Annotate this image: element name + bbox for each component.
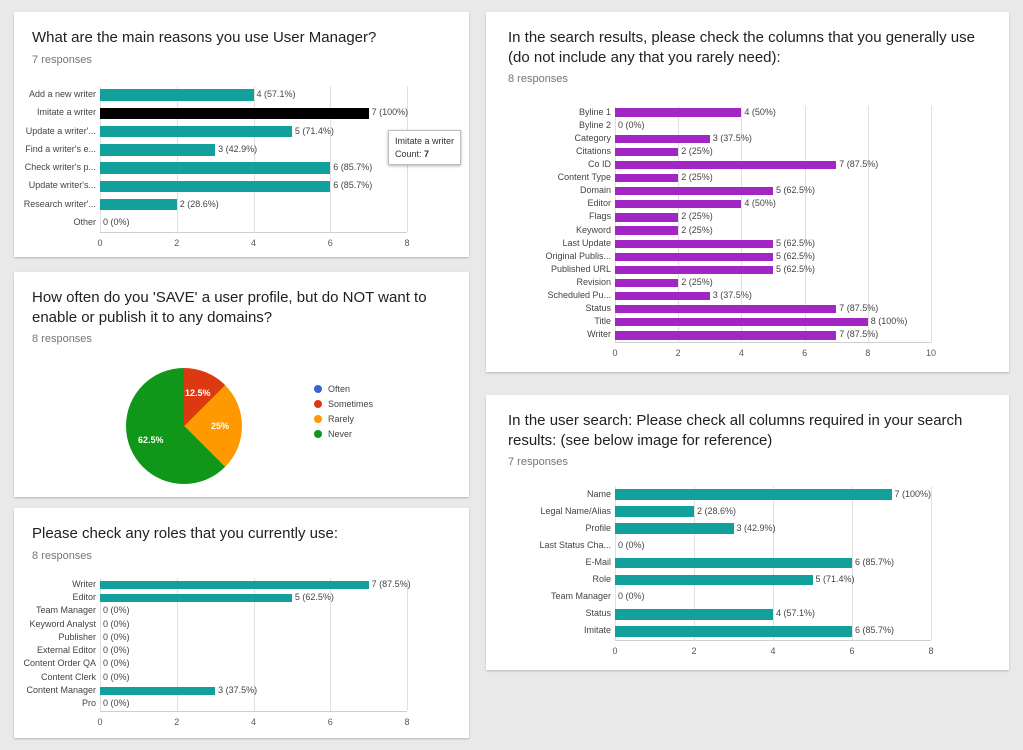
category-label: Content Type (557, 173, 611, 183)
bar-value-label: 5 (62.5%) (776, 185, 816, 196)
category-label: Role (592, 575, 611, 585)
bar-value-label: 5 (62.5%) (776, 237, 816, 248)
bar-value-label: 0 (0%) (103, 631, 130, 642)
bar-value-label: 5 (71.4%) (294, 125, 334, 136)
chart-card-reasons (14, 12, 469, 257)
category-label: Status (585, 609, 611, 619)
category-label: Writer (587, 330, 611, 340)
category-label: Byline 1 (578, 107, 611, 117)
chart-bar[interactable] (615, 174, 678, 182)
chart-bar[interactable] (100, 89, 254, 100)
chart-bar[interactable] (615, 279, 678, 287)
x-axis-tick-label: 8 (928, 646, 934, 656)
chart-bar[interactable] (615, 523, 734, 534)
category-label: Original Publis... (545, 251, 611, 261)
bar-value-label: 5 (62.5%) (294, 591, 334, 602)
x-axis-tick-label: 8 (404, 717, 410, 727)
category-label: Category (574, 133, 611, 143)
chart-bar[interactable] (615, 558, 852, 569)
bar-value-label: 0 (0%) (103, 618, 130, 629)
bar-value-label: 0 (0%) (103, 658, 130, 669)
category-label: Writer (72, 579, 96, 589)
x-axis-tick-label: 4 (250, 238, 257, 248)
category-label: External Editor (36, 646, 96, 656)
bar-value-label: 2 (25%) (681, 211, 713, 222)
chart-bar[interactable] (100, 687, 215, 695)
category-label: Team Manager (550, 592, 611, 602)
category-label: Legal Name/Alias (540, 506, 611, 516)
chart-bar[interactable] (615, 135, 710, 143)
bar-value-label: 7 (87.5%) (371, 578, 411, 589)
category-label: Publisher (58, 632, 96, 642)
tooltip-count-label: Count: (395, 148, 422, 159)
category-label: Imitate a writer (36, 108, 96, 118)
category-label: Add a new writer (28, 90, 96, 100)
bar-value-label: 5 (62.5%) (776, 263, 816, 274)
chart-bar[interactable] (615, 213, 678, 221)
page-title: What are the main reasons you use User Manager? (32, 29, 377, 46)
category-label: Keyword Analyst (29, 619, 96, 629)
bar-value-label: 0 (0%) (618, 539, 645, 550)
chart-bar[interactable] (615, 506, 694, 517)
bar-value-label: 2 (28.6%) (179, 198, 219, 209)
pie-slice-label: 62.5% (138, 434, 164, 445)
legend-label: Never (328, 429, 353, 439)
chart-bar[interactable] (100, 162, 330, 173)
chart-bar[interactable] (615, 305, 836, 313)
bar-chart-roles (14, 570, 469, 735)
bar-value-label: 6 (85.7%) (333, 180, 373, 191)
category-label: Find a writer's e... (25, 144, 96, 154)
legend-label: Often (328, 384, 351, 394)
chart-bar[interactable] (615, 253, 773, 261)
category-label: Content Clerk (40, 672, 96, 682)
bar-value-label: 2 (25%) (681, 172, 713, 183)
chart-bar[interactable] (615, 609, 773, 620)
x-axis-tick-label: 2 (174, 238, 180, 248)
bar-value-label: 0 (0%) (103, 605, 130, 616)
page-title: In the search results, please check the columns that you generally use (do not include any that you rarely need): (508, 29, 975, 66)
bar-value-label: 5 (62.5%) (776, 250, 816, 261)
x-axis-tick-label: 8 (865, 348, 871, 358)
chart-card-search-columns (486, 12, 1009, 372)
legend-swatch-icon (314, 385, 322, 393)
x-axis-tick-label: 0 (612, 646, 618, 656)
chart-bar[interactable] (615, 226, 678, 234)
legend-item[interactable] (314, 384, 373, 394)
bar-value-label: 4 (50%) (744, 198, 776, 209)
bar-value-label: 6 (85.7%) (333, 162, 373, 173)
category-label: Byline 2 (578, 120, 611, 130)
x-axis-tick-label: 2 (691, 646, 697, 656)
category-label: Imitate (583, 626, 611, 636)
bar-value-label: 7 (100%) (371, 107, 409, 118)
x-axis-tick-label: 2 (174, 717, 180, 727)
bar-value-label: 0 (0%) (103, 698, 130, 709)
x-axis-tick-label: 6 (327, 717, 333, 727)
bar-value-label: 3 (42.9%) (218, 143, 258, 154)
bar-value-label: 3 (37.5%) (712, 290, 752, 301)
chart-bar[interactable] (100, 126, 292, 137)
x-axis-tick-label: 4 (738, 348, 744, 358)
legend-item[interactable] (314, 399, 373, 409)
chart-bar[interactable] (615, 200, 741, 208)
x-axis-tick-label: 4 (770, 646, 776, 656)
bar-value-label: 0 (0%) (103, 645, 130, 656)
chart-bar[interactable] (100, 181, 330, 192)
x-axis-tick-label: 8 (404, 238, 410, 248)
page-title: In the user search: Please check all columns required in your search results: (see below image for reference) (508, 412, 963, 449)
category-label: Revision (576, 278, 611, 287)
category-label: Flags (588, 212, 611, 222)
x-axis-line (615, 342, 931, 343)
category-label: Co ID (587, 160, 611, 169)
x-axis-tick-label: 6 (849, 646, 855, 656)
chart-bar[interactable] (615, 575, 813, 586)
bar-value-label: 5 (71.4%) (815, 574, 855, 585)
chart-tooltip (388, 130, 461, 165)
category-label: E-Mail (585, 558, 611, 567)
category-label: Research writer'... (23, 199, 96, 209)
legend-swatch-icon (314, 430, 322, 438)
x-axis-tick-label: 2 (675, 348, 681, 358)
bar-value-label: 2 (25%) (681, 145, 713, 156)
category-label: Scheduled Pu... (547, 291, 611, 301)
response-count: 8 responses (508, 73, 568, 85)
bar-value-label: 7 (87.5%) (839, 159, 879, 169)
category-label: Editor (72, 592, 96, 602)
response-count: 7 responses (508, 456, 568, 468)
tooltip-count-value: 7 (424, 148, 430, 159)
chart-bar[interactable] (615, 292, 710, 300)
tooltip-label: Imitate a writer (395, 136, 455, 146)
chart-bar[interactable] (615, 318, 868, 326)
pie-slice-label: 25% (210, 421, 229, 431)
category-label: Citations (575, 146, 611, 156)
bar-value-label: 7 (87.5%) (839, 329, 879, 340)
x-axis-tick-label: 0 (97, 717, 103, 727)
chart-gridline (407, 578, 408, 711)
category-label: Content Order QA (23, 659, 96, 669)
bar-value-label: 6 (85.7%) (855, 625, 895, 636)
chart-gridline (852, 486, 853, 640)
response-count: 8 responses (32, 333, 92, 345)
page-title: Please check any roles that you currently use: (32, 525, 338, 542)
chart-gridline (931, 486, 932, 640)
bar-value-label: 4 (57.1%) (776, 608, 816, 619)
legend-item[interactable] (314, 429, 373, 439)
chart-bar[interactable] (100, 108, 369, 119)
chart-bar[interactable] (615, 331, 836, 339)
bar-chart-user-search-columns (486, 480, 1009, 668)
chart-bar[interactable] (615, 187, 773, 195)
chart-bar[interactable] (615, 240, 773, 248)
x-axis-line (615, 640, 931, 641)
legend-swatch-icon (314, 400, 322, 408)
bar-value-label: 0 (0%) (103, 216, 130, 227)
bar-value-label: 2 (28.6%) (697, 505, 737, 516)
x-axis-tick-label: 0 (612, 348, 618, 358)
chart-card-user-search-columns (486, 395, 1009, 670)
chart-bar[interactable] (615, 266, 773, 274)
chart-card-roles (14, 508, 469, 738)
x-axis-line (100, 711, 407, 712)
category-label: Editor (587, 199, 611, 209)
response-count: 7 responses (32, 53, 92, 66)
category-label: Last Status Cha... (539, 540, 611, 550)
bar-value-label: 2 (25%) (681, 224, 713, 235)
category-label: Pro (81, 699, 96, 709)
bar-value-label: 0 (0%) (618, 591, 645, 602)
category-label: Title (594, 317, 611, 327)
chart-gridline (931, 106, 932, 342)
chart-bar[interactable] (615, 161, 836, 169)
x-axis-line (100, 232, 407, 233)
page-title: How often do you 'SAVE' a user profile, but do NOT want to enable or publish it to any domains? (32, 289, 427, 326)
x-axis-tick-label: 6 (802, 348, 808, 358)
chart-bar[interactable] (100, 144, 215, 155)
bar-value-label: 4 (50%) (744, 106, 776, 117)
category-label: Other (73, 217, 96, 227)
chart-bar[interactable] (615, 148, 678, 156)
bar-value-label: 7 (87.5%) (839, 303, 879, 314)
category-label: Update writer's... (28, 181, 96, 191)
pie-slice-label: 12.5% (184, 387, 211, 398)
legend-swatch-icon (314, 415, 322, 423)
x-axis-tick-label: 0 (97, 238, 103, 248)
chart-bar[interactable] (100, 594, 292, 602)
bar-value-label: 7 (100%) (894, 488, 932, 499)
category-label: Profile (585, 523, 611, 533)
bar-value-label: 6 (85.7%) (855, 557, 895, 567)
category-label: Last Update (562, 238, 611, 248)
x-axis-tick-label: 10 (925, 348, 937, 358)
bar-value-label: 8 (100%) (870, 316, 908, 327)
bar-value-label: 0 (0%) (618, 119, 645, 130)
bar-value-label: 3 (37.5%) (712, 132, 752, 143)
category-label: Team Manager (35, 606, 96, 616)
bar-value-label: 4 (57.1%) (256, 89, 296, 100)
chart-card-save-frequency (14, 272, 469, 497)
chart-legend (314, 384, 373, 444)
chart-bar[interactable] (100, 199, 177, 210)
legend-label: Rarely (328, 414, 355, 424)
bar-value-label: 3 (42.9%) (736, 522, 776, 533)
chart-bar[interactable] (615, 626, 852, 637)
category-label: Keyword (575, 225, 611, 235)
bar-chart-search-columns (486, 100, 1009, 370)
category-label: Status (585, 304, 611, 314)
bar-value-label: 3 (37.5%) (218, 685, 258, 696)
category-label: Domain (579, 186, 611, 196)
x-axis-tick-label: 6 (327, 238, 333, 248)
chart-bar[interactable] (615, 489, 892, 500)
category-label: Update a writer'... (25, 126, 96, 136)
bar-value-label: 2 (25%) (681, 277, 713, 287)
category-label: Name (586, 489, 611, 499)
x-axis-tick-label: 4 (250, 717, 257, 727)
category-label: Published URL (550, 264, 611, 274)
pie-chart-save-frequency (14, 364, 469, 494)
bar-chart-reasons (14, 78, 469, 256)
response-count: 8 responses (32, 549, 92, 562)
bar-value-label: 0 (0%) (103, 671, 130, 682)
category-label: Check writer's p... (24, 163, 96, 173)
chart-bar[interactable] (100, 581, 369, 589)
legend-item[interactable] (314, 414, 373, 424)
category-label: Content Manager (26, 686, 96, 696)
legend-label: Sometimes (328, 399, 374, 409)
chart-bar[interactable] (615, 108, 741, 116)
